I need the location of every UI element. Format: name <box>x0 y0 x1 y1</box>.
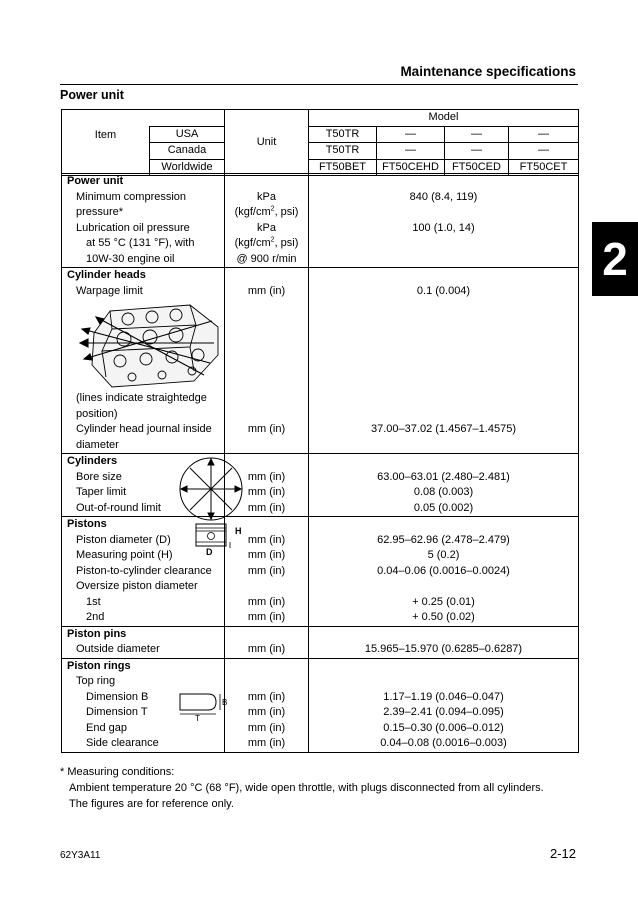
cylinders-title: Cylinders <box>67 455 118 467</box>
bore-measurement-icon <box>178 456 244 522</box>
model-usa-3: — <box>445 126 509 143</box>
cyl-row-0-unit: mm (in) <box>225 470 309 486</box>
oil-label-1: Lubrication oil pressure <box>62 221 225 237</box>
unit-header: Unit <box>225 110 309 176</box>
piston-row-2-value: 0.04–0.06 (0.0016–0.0024) <box>309 564 579 580</box>
journal-label-1: Cylinder head journal inside <box>62 422 225 438</box>
chapter-number: 2 <box>602 233 628 285</box>
compression-unit-2: ($kgf/cm^2$, psi) <box>225 205 309 221</box>
item-label: Item <box>94 128 117 141</box>
piston-rings-title: Piston rings <box>62 658 225 674</box>
doc-code: 62Y3A11 <box>60 850 101 861</box>
lines-note-1: (lines indicate straightedge <box>62 391 225 407</box>
model-canada-4: — <box>509 143 579 160</box>
pin-row-0-value: 15.965–15.970 (0.6285–0.6287) <box>309 642 579 658</box>
journal-value: 37.00–37.02 (1.4567–1.4575) <box>309 422 579 438</box>
cyl-row-1-unit: mm (in) <box>225 485 309 501</box>
spec-body-table <box>61 173 579 753</box>
piston-row-3-label: Oversize piston diameter <box>62 579 225 595</box>
piston-row-4-value: + 0.25 (0.01) <box>309 595 579 611</box>
item-label-cell <box>62 128 150 176</box>
item-header <box>62 110 150 127</box>
warpage-label: Warpage limit <box>62 284 225 300</box>
warpage-unit: mm (in) <box>225 284 309 300</box>
footnote <box>60 764 544 812</box>
ring-row-2-unit: mm (in) <box>225 721 309 737</box>
cylinders-title-cell <box>62 454 225 470</box>
cyl-row-2-value: 0.05 (0.002) <box>309 501 579 517</box>
lines-note-2: position) <box>62 407 225 423</box>
cyl-row-1-value: 0.08 (0.003) <box>309 485 579 501</box>
cyl-row-1-label: Taper limit <box>62 485 225 501</box>
svg-text:H: H <box>235 526 242 536</box>
piston-row-4-label: 1st <box>62 595 225 611</box>
model-usa-4: — <box>509 126 579 143</box>
oil-unit-1: kPa <box>225 221 309 237</box>
model-ww-4: FT50CET <box>509 159 579 176</box>
ring-row-0-unit: mm (in) <box>225 690 309 706</box>
piston-row-2-unit: mm (in) <box>225 564 309 580</box>
svg-text:B: B <box>222 697 228 707</box>
piston-row-5-label: 2nd <box>62 610 225 626</box>
compression-label-1: Minimum compression <box>62 190 225 206</box>
piston-row-1-label: Measuring point (H) <box>62 548 225 564</box>
piston-measurement-icon <box>188 518 242 556</box>
cylinder-heads-title: Cylinder heads <box>62 268 225 284</box>
model-ww-2: FT50CEHD <box>377 159 445 176</box>
piston-row-1-value: 5 (0.2) <box>309 548 579 564</box>
ring-cross-section-icon <box>176 691 228 721</box>
piston-row-1-unit: mm (in) <box>225 548 309 564</box>
piston-row-0-unit: mm (in) <box>225 533 309 549</box>
compression-unit-1: kPa <box>225 190 309 206</box>
ring-row-1-value: 2.39–2.41 (0.094–0.095) <box>309 705 579 721</box>
svg-text:D: D <box>206 547 213 556</box>
cylinder-head-straightedge-illustration <box>72 299 222 391</box>
ring-row-2-value: 0.15–0.30 (0.006–0.012) <box>309 721 579 737</box>
oil-unit-2: ($kgf/cm^2$, psi) <box>225 236 309 252</box>
model-ww-3: FT50CED <box>445 159 509 176</box>
pistons-title: Pistons <box>67 518 107 530</box>
ring-row-2-label: End gap <box>62 721 225 737</box>
model-usa-1: T50TR <box>309 126 377 143</box>
compression-label-2: pressure* <box>62 205 225 221</box>
piston-row-4-unit: mm (in) <box>225 595 309 611</box>
cyl-row-0-value: 63.00–63.01 (2.480–2.481) <box>309 470 579 486</box>
ring-row-0-label: Dimension B <box>86 690 149 703</box>
piston-row-2-label: Piston-to-cylinder clearance <box>62 564 225 580</box>
warpage-value: 0.1 (0.004) <box>309 284 579 300</box>
cylinder-head-figure-cell <box>62 299 225 391</box>
model-ww-1: FT50BET <box>309 159 377 176</box>
model-header: Model <box>309 110 579 127</box>
model-canada-2: — <box>377 143 445 160</box>
model-usa-2: — <box>377 126 445 143</box>
oil-unit-3: @ 900 r/min <box>225 252 309 268</box>
ring-row-3-value: 0.04–0.08 (0.0016–0.003) <box>309 736 579 752</box>
oil-value: 100 (1.0, 14) <box>309 221 579 237</box>
model-canada-1: T50TR <box>309 143 377 160</box>
oil-label-3: 10W-30 engine oil <box>62 252 225 268</box>
footnote-line-3: The figures are for reference only. <box>69 798 234 810</box>
spec-table-main <box>61 109 579 176</box>
cyl-row-0-label: Bore size <box>62 470 225 486</box>
journal-label-2: diameter <box>62 438 225 454</box>
piston-pins-title: Piston pins <box>62 626 225 642</box>
region-canada: Canada <box>150 143 225 160</box>
header-title: Maintenance specifications <box>400 64 576 79</box>
piston-row-5-value: + 0.50 (0.02) <box>309 610 579 626</box>
piston-row-0-label: Piston diameter (D) <box>62 533 225 549</box>
piston-row-5-unit: mm (in) <box>225 610 309 626</box>
piston-row-0-value: 62.95–62.96 (2.478–2.479) <box>309 533 579 549</box>
ring-row-1-label: Dimension T <box>62 705 225 721</box>
pin-row-0-label: Outside diameter <box>62 642 225 658</box>
model-canada-3: — <box>445 143 509 160</box>
oil-label-2: at 55 °C (131 °F), with <box>62 236 225 252</box>
chapter-tab <box>592 222 638 296</box>
ring-row-3-label: Side clearance <box>62 736 225 752</box>
page-number: 2-12 <box>549 846 576 861</box>
power-unit-title: Power unit <box>62 174 225 190</box>
journal-unit: mm (in) <box>225 422 309 438</box>
ring-row-1-unit: mm (in) <box>225 705 309 721</box>
footnote-line-1: * Measuring conditions: <box>60 766 175 778</box>
ring-row-0-value: 1.17–1.19 (0.046–0.047) <box>309 690 579 706</box>
cyl-row-2-unit: mm (in) <box>225 501 309 517</box>
header-blank <box>150 110 225 127</box>
cyl-row-2-label: Out-of-round limit <box>62 501 225 517</box>
ring-row-3-unit: mm (in) <box>225 736 309 752</box>
svg-text:T: T <box>195 713 200 721</box>
header-rule <box>60 84 578 85</box>
top-ring-label: Top ring <box>62 674 225 690</box>
footnote-line-2: Ambient temperature 20 °C (68 °F), wide open throttle, with plugs disconnected from all cylinders. <box>69 782 544 794</box>
section-title: Power unit <box>60 88 124 102</box>
region-worldwide: Worldwide <box>150 159 225 176</box>
compression-value: 840 (8.4, 119) <box>309 190 579 206</box>
pin-row-0-unit: mm (in) <box>225 642 309 658</box>
region-usa: USA <box>150 126 225 143</box>
